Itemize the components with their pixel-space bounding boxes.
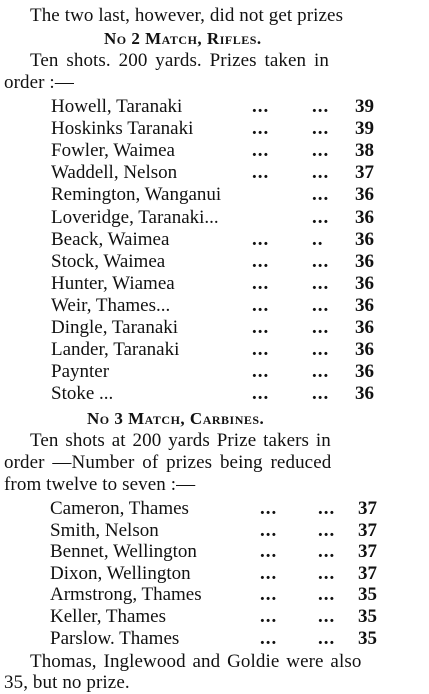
- leader-dots: ...: [260, 519, 278, 541]
- leader-dots: ...: [312, 361, 330, 383]
- match3-description-line2: order —Number of prizes being reduced: [4, 452, 332, 473]
- result-row: [50, 563, 388, 585]
- leader-dots: ...: [318, 519, 336, 541]
- score: 37: [355, 162, 374, 184]
- leader-dots: ...: [318, 562, 336, 584]
- competitor-name: Fowler, Waimea: [51, 140, 175, 162]
- leader-dots: ...: [252, 228, 270, 250]
- competitor-name: Beack, Waimea: [51, 228, 170, 250]
- result-row: [50, 606, 388, 628]
- score: 37: [358, 498, 377, 519]
- result-row: [51, 383, 385, 405]
- competitor-name: Loveridge, Taranaki...: [51, 206, 219, 228]
- leader-dots: ...: [312, 383, 330, 405]
- score: 36: [355, 228, 374, 250]
- score: 37: [358, 519, 377, 541]
- score: 36: [355, 272, 374, 294]
- result-row: [51, 162, 385, 184]
- competitor-name: Dixon, Wellington: [50, 562, 191, 584]
- competitor-name: Remington, Wanganui: [51, 184, 222, 206]
- match3-description-line1: Ten shots at 200 yards Prize takers in: [30, 430, 331, 451]
- closing-line2: 35, but no prize.: [4, 672, 130, 693]
- leader-dots: ...: [252, 140, 270, 162]
- leader-dots: ...: [252, 162, 270, 184]
- leader-dots: ...: [312, 184, 330, 206]
- leader-dots: ...: [318, 584, 336, 606]
- leader-dots: ...: [312, 339, 330, 361]
- result-row: [51, 96, 385, 118]
- competitor-name: Parslow. Thames: [50, 627, 180, 649]
- result-row: [51, 273, 385, 295]
- leader-dots: ...: [252, 96, 270, 117]
- competitor-name: Hunter, Wiamea: [51, 272, 175, 294]
- result-row: [51, 184, 385, 206]
- leader-dots: ...: [318, 627, 336, 649]
- result-row: [51, 229, 385, 251]
- leader-dots: ...: [318, 541, 336, 563]
- match2-description-line2: order :—: [4, 72, 74, 93]
- intro-line: The two last, however, did not get prizes: [30, 5, 344, 26]
- competitor-name: Dingle, Taranaki: [51, 317, 179, 338]
- score: 38: [355, 140, 374, 162]
- result-row: [51, 361, 385, 383]
- competitor-name: Paynter: [51, 361, 110, 383]
- leader-dots: ...: [252, 361, 270, 383]
- leader-dots: ...: [318, 606, 336, 627]
- score: 35: [358, 584, 377, 606]
- leader-dots: ...: [260, 606, 278, 627]
- competitor-name: Hoskinks Taranaki: [51, 118, 194, 140]
- score: 36: [355, 206, 374, 228]
- match3-heading: No 3 Match, Carbines.: [87, 409, 265, 428]
- match3-description-line3: from twelve to seven :—: [4, 474, 196, 495]
- leader-dots: ..: [312, 228, 324, 250]
- score: 39: [355, 118, 374, 140]
- score: 36: [355, 361, 374, 383]
- leader-dots: ...: [252, 272, 270, 294]
- result-row: [50, 498, 388, 520]
- leader-dots: ...: [318, 498, 336, 519]
- score: 37: [358, 562, 377, 584]
- leader-dots: ...: [252, 383, 270, 405]
- score: 36: [355, 184, 374, 206]
- competitor-name: Stoke ...: [51, 383, 114, 405]
- score: 35: [358, 627, 377, 649]
- leader-dots: ...: [312, 162, 330, 184]
- score: 35: [358, 606, 377, 627]
- closing-line1: Thomas, Inglewood and Goldie were also: [30, 651, 362, 672]
- score: 36: [355, 294, 374, 316]
- result-row: [51, 251, 385, 273]
- leader-dots: ...: [312, 118, 330, 140]
- leader-dots: ...: [252, 118, 270, 140]
- leader-dots: ...: [312, 140, 330, 162]
- competitor-name: Stock, Waimea: [51, 250, 166, 272]
- leader-dots: ...: [260, 562, 278, 584]
- result-row: [50, 541, 388, 563]
- competitor-name: Armstrong, Thames: [50, 584, 202, 606]
- result-row: [50, 584, 388, 606]
- leader-dots: ...: [252, 317, 270, 338]
- leader-dots: ...: [260, 498, 278, 519]
- result-row: [51, 317, 385, 339]
- competitor-name: Cameron, Thames: [50, 498, 189, 519]
- leader-dots: ...: [312, 206, 330, 228]
- score: 36: [355, 250, 374, 272]
- competitor-name: Bennet, Wellington: [50, 541, 197, 563]
- score: 37: [358, 541, 377, 563]
- leader-dots: ...: [252, 250, 270, 272]
- score: 36: [355, 317, 374, 338]
- leader-dots: ...: [252, 294, 270, 316]
- competitor-name: Waddell, Nelson: [51, 162, 178, 184]
- score: 36: [355, 383, 374, 405]
- result-row: [51, 295, 385, 317]
- leader-dots: ...: [312, 250, 330, 272]
- score: 36: [355, 339, 374, 361]
- leader-dots: ...: [260, 584, 278, 606]
- match2-heading: No 2 Match, Rifles.: [104, 29, 262, 48]
- match2-description-line1: Ten shots. 200 yards. Prizes taken in: [30, 50, 329, 71]
- leader-dots: ...: [260, 541, 278, 563]
- result-row: [50, 520, 388, 542]
- leader-dots: ...: [312, 294, 330, 316]
- competitor-name: Howell, Taranaki: [51, 96, 183, 117]
- result-row: [51, 140, 385, 162]
- score: 39: [355, 96, 374, 117]
- competitor-name: Smith, Nelson: [50, 519, 159, 541]
- result-row: [50, 628, 388, 650]
- competitor-name: Keller, Thames: [50, 606, 167, 627]
- competitor-name: Weir, Thames...: [51, 294, 171, 316]
- result-row: [51, 207, 385, 229]
- leader-dots: ...: [312, 317, 330, 338]
- leader-dots: ...: [260, 627, 278, 649]
- competitor-name: Lander, Taranaki: [51, 339, 180, 361]
- leader-dots: ...: [312, 272, 330, 294]
- leader-dots: ...: [312, 96, 330, 117]
- leader-dots: ...: [252, 339, 270, 361]
- result-row: [51, 339, 385, 361]
- result-row: [51, 118, 385, 140]
